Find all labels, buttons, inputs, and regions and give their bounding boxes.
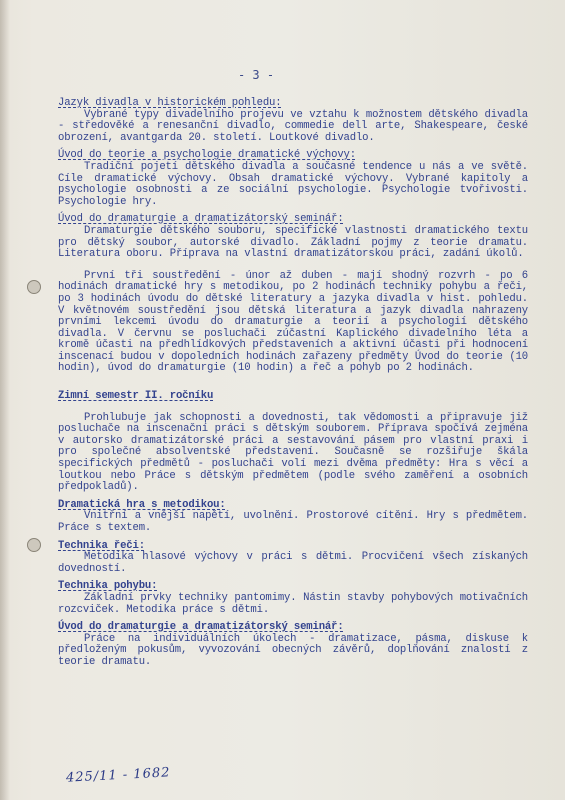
section-text: Dramaturgie dětského souboru, specifické vlastnosti dramatického textu pro dětský soubor, autorské divadlo. Základní pojmy z teorie dramatu. Literatura oboru. Příprava na vlastní dramatizátorskou práci, zadání úkolů. xyxy=(58,224,528,261)
section-heading: Dramatická hra s metodikou: xyxy=(58,498,226,511)
section-text: Metodika hlasové výchovy v práci s dětmi. Procvičení všech získaných dovedností. xyxy=(58,551,528,575)
page-edge-shadow xyxy=(0,0,10,800)
section-drama-play xyxy=(58,500,528,535)
section-heading: Technika pohybu: xyxy=(58,580,158,593)
punch-hole-bottom xyxy=(27,538,41,552)
page-number: - 3 - xyxy=(237,68,275,82)
semester-text: Prohlubuje jak schopnosti a dovednosti, tak vědomosti a připravuje již posluchače na inscenační práci s dětským souborem. Příprava spočívá zejména v autorsko dramatizátorské práci a sestavování pásem pro vlastní praxi i pro společné absolventské představení. Současně se rozšiřuje škála specifických předmětů - posluchači volí mezi dvěma předměty: Hra s věcí a loutkou nebo Práce s dětským předmětem (podle svého zaměření a osobních předpokladů). xyxy=(58,411,528,494)
section-history xyxy=(58,98,528,144)
section-text: Tradiční pojetí dětského divadla a současné tendence u nás a ve světě. Cíle dramatické výchovy. Obsah dramatické výchovy. Vybrané kapitoly a psychologie osobnosti a ze sociální psychologie. Psychologie tvořivosti. Psychologie hry. xyxy=(58,160,528,208)
section-dramaturgy xyxy=(58,214,528,260)
section-heading: Jazyk divadla v historickém pohledu: xyxy=(58,97,282,109)
section-heading: Technika řeči: xyxy=(58,539,145,552)
section-intro-theory xyxy=(58,150,528,208)
punch-hole-top xyxy=(27,280,41,294)
section-heading: Úvod do dramaturgie a dramatizátorský seminář: xyxy=(58,213,344,226)
schedule-text: První tři soustředění - únor až duben - mají shodný rozvrh - po 6 hodinách dramatické hry s metodikou, po 2 hodinách techniky pohybu a řeči, po 3 hodinách úvodu do dětské literatury a jazyka divadla v hist. pohledu. V květnovém soustředění jsou dětská literatura a jazyk divadla nahrazeny prvními lekcemi úvodu do dramaturgie a teorií a psychologií dětského divadla. V červnu se posluchači zúčastní Kaplického divadelního léta a kromě účasti na předhlídkových představeních a aktivní účasti při hodnocení inscenací budou v dopoledních hodinách zařazeny předměty Úvod do teorie (10 hodin), úvod do dramaturgie (10 hodin) a řeč a pohyb po 2 hodinách. xyxy=(58,269,528,375)
section-dramaturgy-seminar xyxy=(58,622,528,668)
section-heading: Úvod do teorie a psychologie dramatické výchovy: xyxy=(58,149,356,162)
section-winter-semester xyxy=(58,391,528,494)
semester-heading: Zimní semestr II. ročníku xyxy=(58,390,214,403)
section-speech-technique xyxy=(58,541,528,576)
handwritten-note: 425/11 - 1682 xyxy=(65,765,171,786)
section-text: Vybrané typy divadelního projevu ve vztahu k možnostem dětského divadla - středověké a renesanční divadlo, commedie dell arte, Shakespeare, české obrození, avantgarda 20. století. Loutkové divadlo. xyxy=(58,108,528,144)
section-text: Práce na individuálních úkolech - dramatizace, pásma, diskuse k předloženým pokusům, vyvozování obecných závěrů, doplňování znalostí z teorie dramatu. xyxy=(58,632,528,668)
document-body xyxy=(58,98,528,675)
section-text: Vnitřní a vnější napětí, uvolnění. Prostorové cítění. Hry s předmětem. Práce s textem. xyxy=(58,510,528,534)
section-text: Základní prvky techniky pantomimy. Nástin stavby pohybových motivačních rozcviček. Metodika práce s dětmi. xyxy=(58,591,528,616)
section-heading: Úvod do dramaturgie a dramatizátorský seminář: xyxy=(58,621,344,634)
section-movement-technique xyxy=(58,581,528,616)
section-schedule xyxy=(58,271,528,375)
